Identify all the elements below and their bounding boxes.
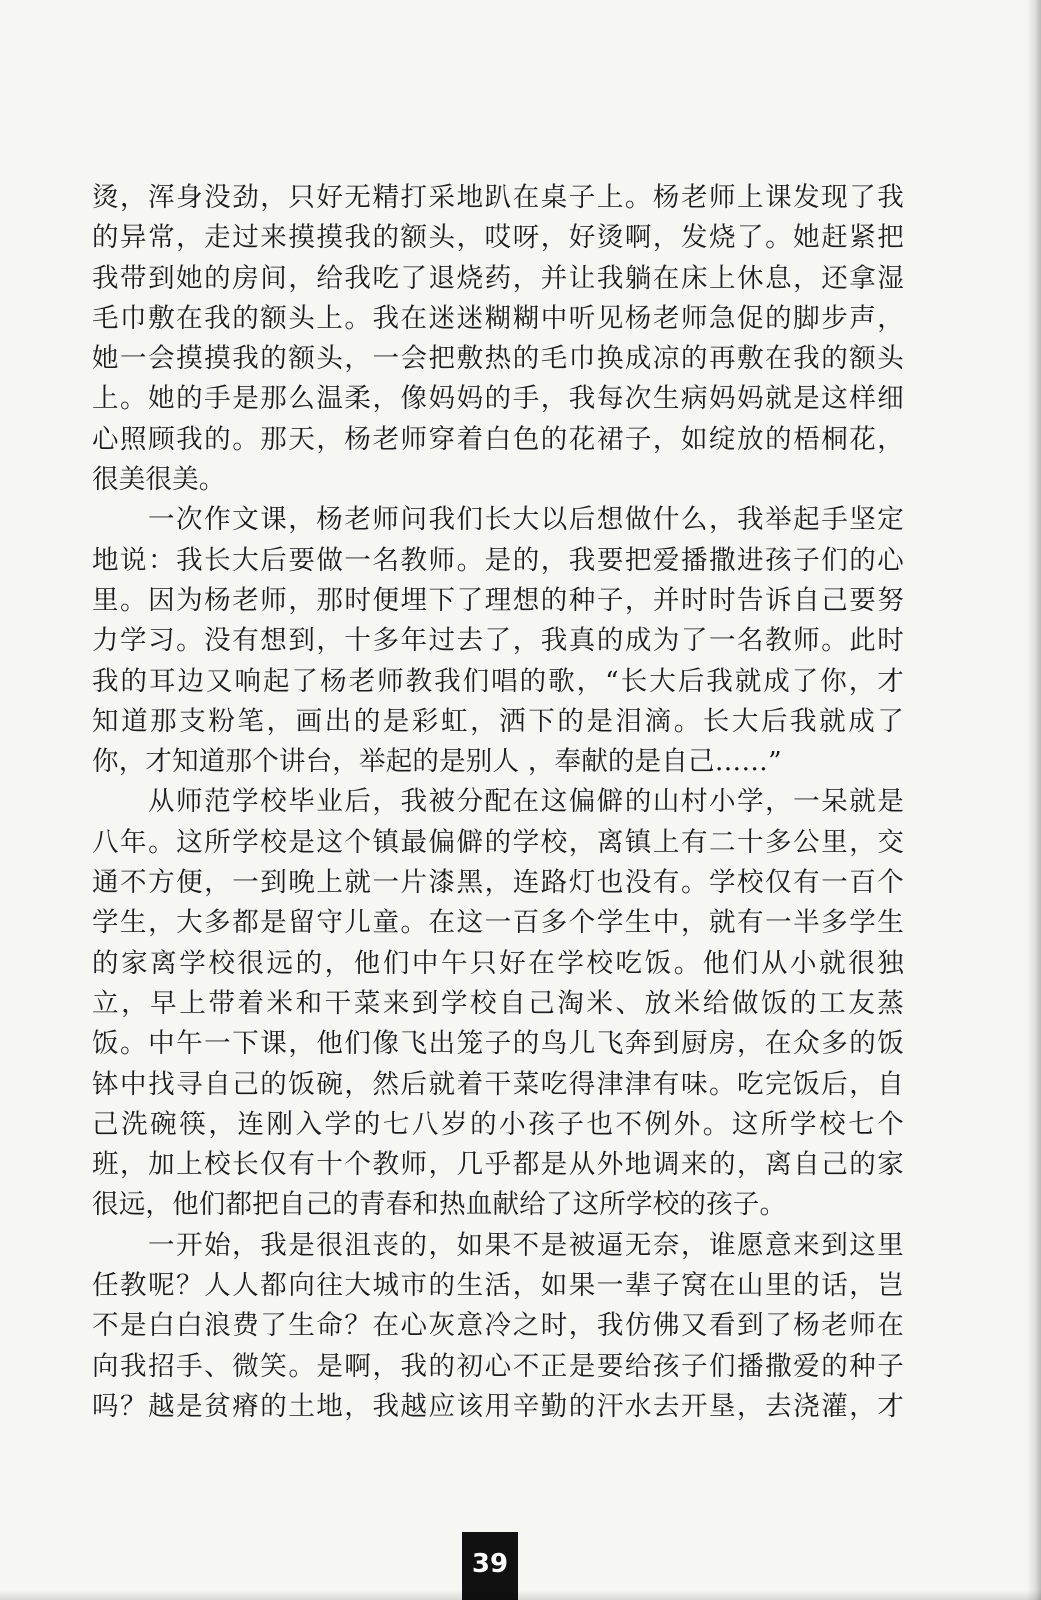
- text-line: 立，早上带着米和干菜来到学校自己淘米、放米给做饭的工友蒸: [92, 987, 904, 1019]
- text-line: 很美很美。: [92, 464, 226, 496]
- paragraph: [92, 1226, 904, 1427]
- text-line: 上。她的手是那么温柔，像妈妈的手，我每次生病妈妈就是这样细: [92, 383, 904, 415]
- text-line: 八年。这所学校是这个镇最偏僻的学校，离镇上有二十多公里，交: [92, 826, 904, 858]
- body-text: [92, 178, 904, 1427]
- text-line: 吗？越是贫瘠的土地，我越应该用辛勤的汗水去开垦，去浇灌，才: [92, 1390, 904, 1422]
- text-line: 从师范学校毕业后，我被分配在这偏僻的山村小学，一呆就是: [148, 786, 904, 818]
- paragraph: [92, 178, 904, 500]
- text-line: 的家离学校很远的，他们中午只好在学校吃饭。他们从小就很独: [92, 947, 904, 979]
- text-line: 很远，他们都把自己的青春和热血献给了这所学校的孩子。: [92, 1189, 787, 1221]
- text-line: 力学习。没有想到，十多年过去了，我真的成为了一名教师。此时: [92, 625, 904, 657]
- text-line: 班，加上校长仅有十个教师，几乎都是从外地调来的，离自己的家: [92, 1149, 904, 1181]
- text-line: 的异常，走过来摸摸我的额头，哎呀，好烫啊，发烧了。她赶紧把: [92, 222, 904, 254]
- text-line: 通不方便，一到晚上就一片漆黑，连路灯也没有。学校仅有一百个: [92, 867, 904, 899]
- scan-shadow-right: [1027, 0, 1041, 1600]
- text-line: 饭。中午一下课，他们像飞出笼子的鸟儿飞奔到厨房，在众多的饭: [92, 1028, 904, 1060]
- page-number: 39: [462, 1532, 518, 1600]
- text-line: 任教呢？人人都向往大城市的生活，如果一辈子窝在山里的话，岂: [92, 1270, 904, 1302]
- text-line: 不是白白浪费了生命？在心灰意冷之时，我仿佛又看到了杨老师在: [92, 1310, 904, 1342]
- text-line: 学生，大多都是留守儿童。在这一百多个学生中，就有一半多学生: [92, 907, 904, 939]
- text-line: 钵中找寻自己的饭碗，然后就着干菜吃得津津有味。吃完饭后，自: [92, 1068, 904, 1100]
- text-line: 地说：我长大后要做一名教师。是的，我要把爱播撒进孩子们的心: [92, 544, 904, 576]
- scan-shadow-bottom: [0, 1590, 1041, 1600]
- text-line: 我带到她的房间，给我吃了退烧药，并让我躺在床上休息，还拿湿: [92, 262, 904, 294]
- paragraph: [92, 500, 904, 782]
- text-line: 我的耳边又响起了杨老师教我们唱的歌，“长大后我就成了你，才: [92, 665, 904, 697]
- text-line: 向我招手、微笑。是啊，我的初心不正是要给孩子们播撒爱的种子: [92, 1350, 904, 1382]
- text-line: 一次作文课，杨老师问我们长大以后想做什么，我举起手坚定: [148, 504, 904, 536]
- text-line: 心照顾我的。那天，杨老师穿着白色的花裙子，如绽放的梧桐花，: [92, 423, 904, 455]
- text-line: 烫，浑身没劲，只好无精打采地趴在桌子上。杨老师上课发现了我: [92, 182, 904, 213]
- text-line: 己洗碗筷，连刚入学的七八岁的小孩子也不例外。这所学校七个: [92, 1108, 904, 1140]
- text-line: 你，才知道那个讲台，举起的是别人 ，奉献的是自己……”: [92, 746, 782, 778]
- text-line: 毛巾敷在我的额头上。我在迷迷糊糊中听见杨老师急促的脚步声，: [92, 302, 904, 334]
- paragraph: [92, 782, 904, 1225]
- text-line: 她一会摸摸我的额头，一会把敷热的毛巾换成凉的再敷在我的额头: [92, 343, 904, 375]
- text-line: 知道那支粉笔，画出的是彩虹，洒下的是泪滴。长大后我就成了: [92, 705, 904, 737]
- text-line: 里。因为杨老师，那时便埋下了理想的种子，并时时告诉自己要努: [92, 584, 904, 616]
- text-line: 一开始，我是很沮丧的，如果不是被逼无奈，谁愿意来到这里: [148, 1229, 904, 1261]
